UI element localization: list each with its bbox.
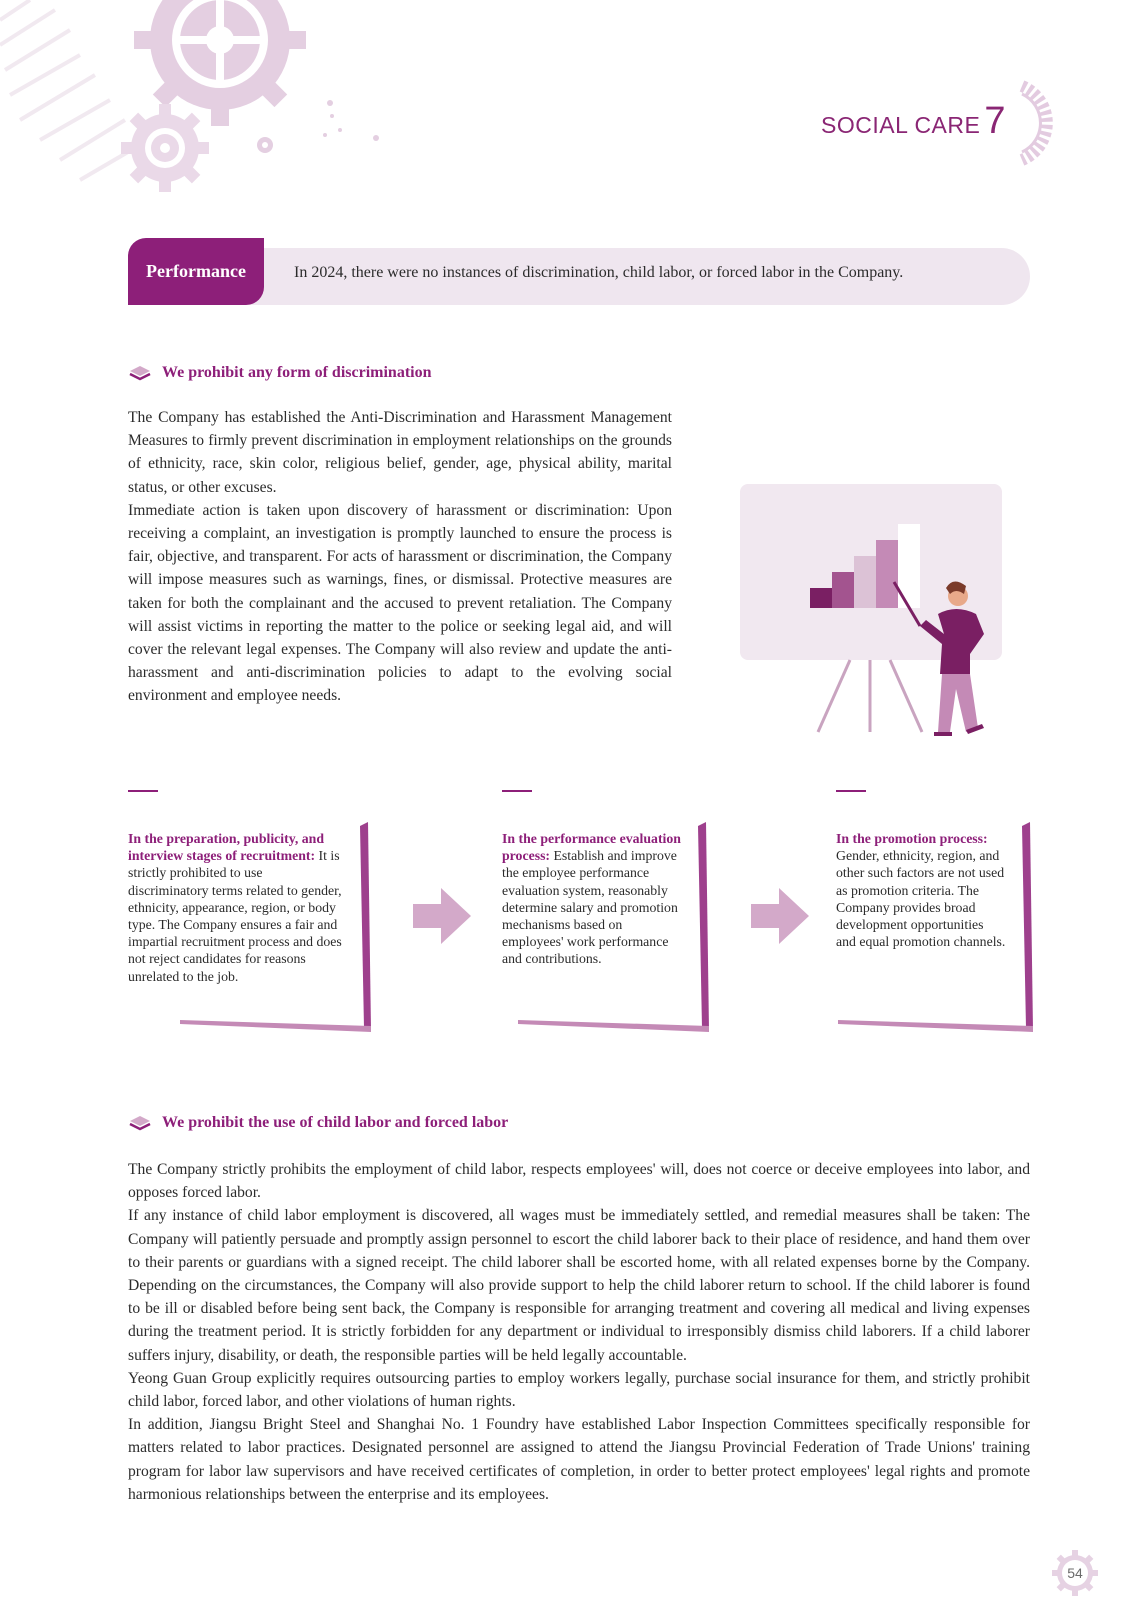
paragraph: Yeong Guan Group explicitly requires outsourcing parties to employ workers legally, purchase social insurance for them, and strictly prohibit child labor, forced labor, and other violations of human rights. — [128, 1369, 1030, 1411]
gear-decoration — [0, 0, 400, 200]
layers-icon — [128, 1114, 152, 1132]
card-dash — [836, 790, 866, 792]
process-card-evaluation — [502, 790, 757, 1040]
performance-text: In 2024, there were no instances of discrimination, child labor, or forced labor in the Company. — [294, 264, 904, 281]
presenter-illustration — [738, 484, 1008, 739]
card-body: Establish and improve the employee performance evaluation system, reasonably determine salary and promotion mechanisms based on employees' work performance and contributions. — [502, 848, 678, 967]
child-labor-heading — [128, 1114, 508, 1132]
page-number: 54 — [1067, 1565, 1083, 1581]
card-lead: In the performance evaluation process: — [502, 831, 681, 864]
paragraph: The Company has established the Anti-Discrimination and Harassment Management Measures to firmly prevent discrimination in employment relationships on the grounds of ethnicity, race, skin color, religious belief, gender, age, physical ability, marital status, or other excuses. — [128, 409, 672, 496]
child-labor-heading-text: We prohibit the use of child labor and forced labor — [162, 1114, 509, 1131]
discrimination-body — [128, 406, 672, 708]
page-number-badge — [1052, 1550, 1098, 1596]
gear-icon — [1012, 78, 1072, 168]
card-text — [836, 830, 1006, 950]
layers-icon — [128, 364, 152, 382]
card-dash — [502, 790, 532, 792]
section-title-text: SOCIAL CARE — [821, 112, 981, 138]
card-text — [128, 830, 343, 985]
paragraph: In addition, Jiangsu Bright Steel and Shanghai No. 1 Foundry have established Labor Inspection Committees specifically responsible for matters related to labor practices. Designated personnel are assigned to attend the Jiangsu Provincial Federation of Trade Unions' training program for labor law supervisors and have received certificates of completion, in order to better protect employees' legal rights and promote harmonious relationships between the enterprise and its employees. — [128, 1416, 1030, 1503]
child-labor-body — [128, 1158, 1030, 1506]
performance-tag: Performance — [128, 238, 264, 305]
paragraph: If any instance of child labor employment is discovered, all wages must be immediately settled, and remedial measures shall be taken: The Company will patiently persuade and promptly assign personnel to escort the child laborer back to their place of residence, and hand them over to their parents or guardians with a signed receipt. The child laborer shall be escorted home, with all related expenses borne by the Company. Depending on the circumstances, the Company will also provide support to help the child laborer return to school. If the child laborer is found to be ill or disabled before being sent back, the Company is responsible for arranging treatment and covering all medical and living expenses during the treatment period. It is strictly forbidden for any department or individual to irresponsibly dismiss child laborers. If a child laborer suffers injury, disability, or death, the responsible parties will be held legally accountable. — [128, 1207, 1030, 1364]
paragraph: The Company strictly prohibits the employment of child labor, respects employees' will, does not coerce or deceive employees into labor, and opposes forced labor. — [128, 1161, 1030, 1202]
process-card-recruitment — [128, 790, 383, 1040]
card-body: Gender, ethnicity, region, and other such factors are not used as promotion criteria. The Company provides broad development opportunities and equal promotion channels. — [836, 848, 1006, 950]
process-card-promotion — [836, 790, 1091, 1040]
card-dash — [128, 790, 158, 792]
arrow-right-icon — [413, 888, 471, 944]
paragraph: Immediate action is taken upon discovery of harassment or discrimination: Upon receiving a complaint, an investigation is promptly launched to ensure the process is fair, objective, and transparent. For acts of harassment or discrimination, the Company will impose measures such as warnings, fines, or dismissal. Protective measures are taken for both the complainant and the accused to prevent retaliation. The Company will assist victims in reporting the matter to the police or seeking legal aid, and will cover the relevant legal expenses. The Company will also review and update the anti-harassment and anti-discrimination policies to adapt to the evolving social environment and employee needs. — [128, 501, 672, 705]
card-body: It is strictly prohibited to use discriminatory terms related to gender, ethnicity, appearance, region, or body type. The Company ensures a fair and impartial recruitment process and does not reject candidates for reasons unrelated to the job. — [128, 848, 342, 984]
section-title — [821, 102, 1006, 140]
discrimination-heading-text: We prohibit any form of discrimination — [162, 364, 432, 381]
arrow-right-icon — [751, 888, 809, 944]
discrimination-heading — [128, 364, 432, 382]
card-lead: In the preparation, publicity, and interview stages of recruitment: — [128, 831, 325, 864]
card-text — [502, 830, 682, 968]
card-lead: In the promotion process: — [836, 831, 988, 846]
section-number: 7 — [984, 100, 1006, 142]
